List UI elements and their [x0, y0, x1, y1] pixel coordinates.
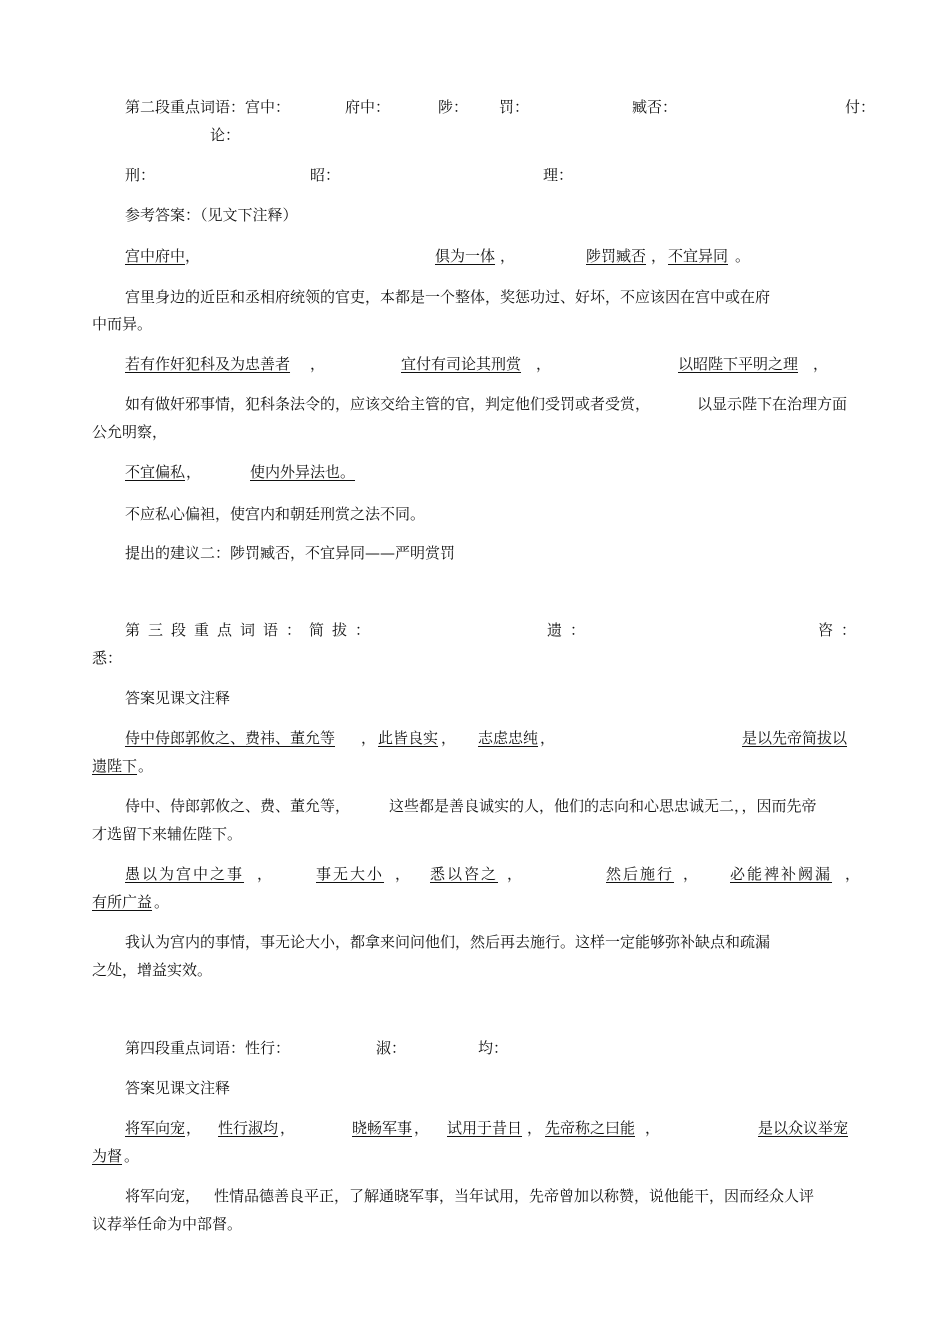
phrase: 试用于昔日 [447, 1119, 523, 1137]
punct: ， [500, 247, 516, 265]
phrase: 必能裨补阙漏 [730, 865, 833, 883]
translation-line: 侍中、侍郎郭攸之、费、董允等， [125, 797, 351, 815]
keyword-yi: 遗： [547, 621, 594, 639]
phrase: 将军向宠 [125, 1119, 186, 1137]
sec4-keywords-title: 第四段重点词语：性行： [125, 1039, 291, 1057]
phrase: 宫中府中 [125, 247, 186, 265]
punct: ， [651, 247, 667, 265]
phrase: 使内外异法也。 [250, 463, 356, 481]
translation-line: 我认为宫内的事情，事无论大小，都拿来问问他们，然后再去施行。这样一定能够弥补缺点和疏漏 [125, 933, 771, 951]
translation-line: 这些都是善良诚实的人，他们的志向和心思忠诚无二，，因而先帝 [389, 797, 817, 815]
phrase: 宜付有司论其刑赏 [401, 355, 522, 373]
punct: ， [845, 865, 861, 883]
punct: ， [186, 463, 202, 481]
keyword-zi: 咨： [818, 621, 865, 639]
translation-line: 之处，增益实效。 [92, 961, 213, 979]
phrase: 为督 [92, 1147, 123, 1165]
punct: 。 [735, 247, 751, 265]
suggestion-two: 提出的建议二：陟罚臧否，不宜异同——严明赏罚 [125, 544, 456, 562]
punct: 。 [154, 893, 170, 911]
keyword-jun: 均： [478, 1039, 509, 1057]
keyword-zhi: 陟： [438, 98, 469, 116]
answer-note: 答案见课文注释 [125, 689, 231, 707]
phrase: 事无大小 [316, 865, 385, 883]
punct: ， [813, 355, 829, 373]
punct: ， [414, 1119, 430, 1137]
translation-line: 宫里身边的近臣和丞相府统领的官吏，本都是一个整体，奖惩功过、好坏，不应该因在宫中或在府 [125, 288, 771, 306]
phrase: 然后施行 [606, 865, 675, 883]
translation-line: 不应私心偏袒，使宫内和朝廷刑赏之法不同。 [125, 505, 426, 523]
punct: ， [645, 1119, 661, 1137]
punct: ， [361, 729, 377, 747]
keyword-xing: 刑： [125, 166, 156, 184]
phrase: 愚以为宫中之事 [125, 865, 245, 883]
phrase: 不宜偏私 [125, 463, 186, 481]
punct: 。 [138, 757, 154, 775]
punct: ， [310, 355, 326, 373]
punct: ， [441, 729, 457, 747]
reference-answer-label: 参考答案：（见文下注释） [125, 206, 298, 224]
translation-line: 性情品德善良平正，了解通晓军事，当年试用，先帝曾加以称赞，说他能干，因而经众人评 [214, 1187, 815, 1205]
punct: ， [540, 729, 556, 747]
keyword-shu: 淑： [376, 1039, 407, 1057]
punct: ， [395, 865, 411, 883]
punct: ， [257, 865, 273, 883]
keyword-lun: 论： [210, 126, 241, 144]
phrase: 遗陛下 [92, 757, 138, 775]
phrase: 先帝称之曰能 [545, 1119, 636, 1137]
phrase: 俱为一体 [435, 247, 496, 265]
translation-line: 中而异。 [92, 315, 153, 333]
punct: ， [185, 247, 201, 265]
keyword-li: 理： [543, 166, 574, 184]
punct: ， [186, 1119, 202, 1137]
keyword-fu: 付： [845, 98, 876, 116]
punct: 。 [124, 1147, 140, 1165]
answer-note: 答案见课文注释 [125, 1079, 231, 1097]
phrase: 志虑忠纯 [478, 729, 539, 747]
translation-line: 如有做奸邪事情，犯科条法令的，应该交给主管的官，判定他们受罚或者受赏， [125, 395, 651, 413]
phrase: 是以先帝简拔以 [742, 729, 848, 747]
keyword-fa: 罚： [499, 98, 530, 116]
keyword-xi: 悉： [92, 649, 123, 667]
keyword-zangpi: 臧否： [632, 98, 678, 116]
phrase: 以昭陛下平明之理 [678, 355, 799, 373]
translation-line: 才选留下来辅佐陛下。 [92, 825, 243, 843]
punct: ， [507, 865, 523, 883]
phrase: 侍中侍郎郭攸之、费祎、董允等 [125, 729, 336, 747]
translation-line: 将军向宠， [125, 1187, 201, 1205]
punct: ， [683, 865, 699, 883]
phrase: 晓畅军事 [352, 1119, 413, 1137]
phrase: 是以众议举宠 [758, 1119, 849, 1137]
phrase: 不宜异同 [668, 247, 729, 265]
sec2-keywords-title: 第二段重点词语：宫中： [125, 98, 291, 116]
translation-line: 公允明察， [92, 423, 168, 441]
phrase: 此皆良实 [378, 729, 439, 747]
keyword-fuzhong: 府中： [345, 98, 391, 116]
keyword-zhao: 昭： [310, 166, 341, 184]
punct: ， [536, 355, 552, 373]
translation-line: 议荐举任命为中部督。 [92, 1215, 243, 1233]
sec3-keywords-title: 第三段重点词语：简拔： [125, 621, 379, 639]
punct: ， [527, 1119, 543, 1137]
phrase: 悉以咨之 [430, 865, 499, 883]
punct: ， [280, 1119, 296, 1137]
translation-line: 以显示陛下在治理方面 [697, 395, 848, 413]
phrase: 陟罚臧否 [586, 247, 647, 265]
phrase: 性行淑均 [218, 1119, 279, 1137]
phrase: 有所广益 [92, 893, 153, 911]
phrase: 若有作奸犯科及为忠善者 [125, 355, 291, 373]
